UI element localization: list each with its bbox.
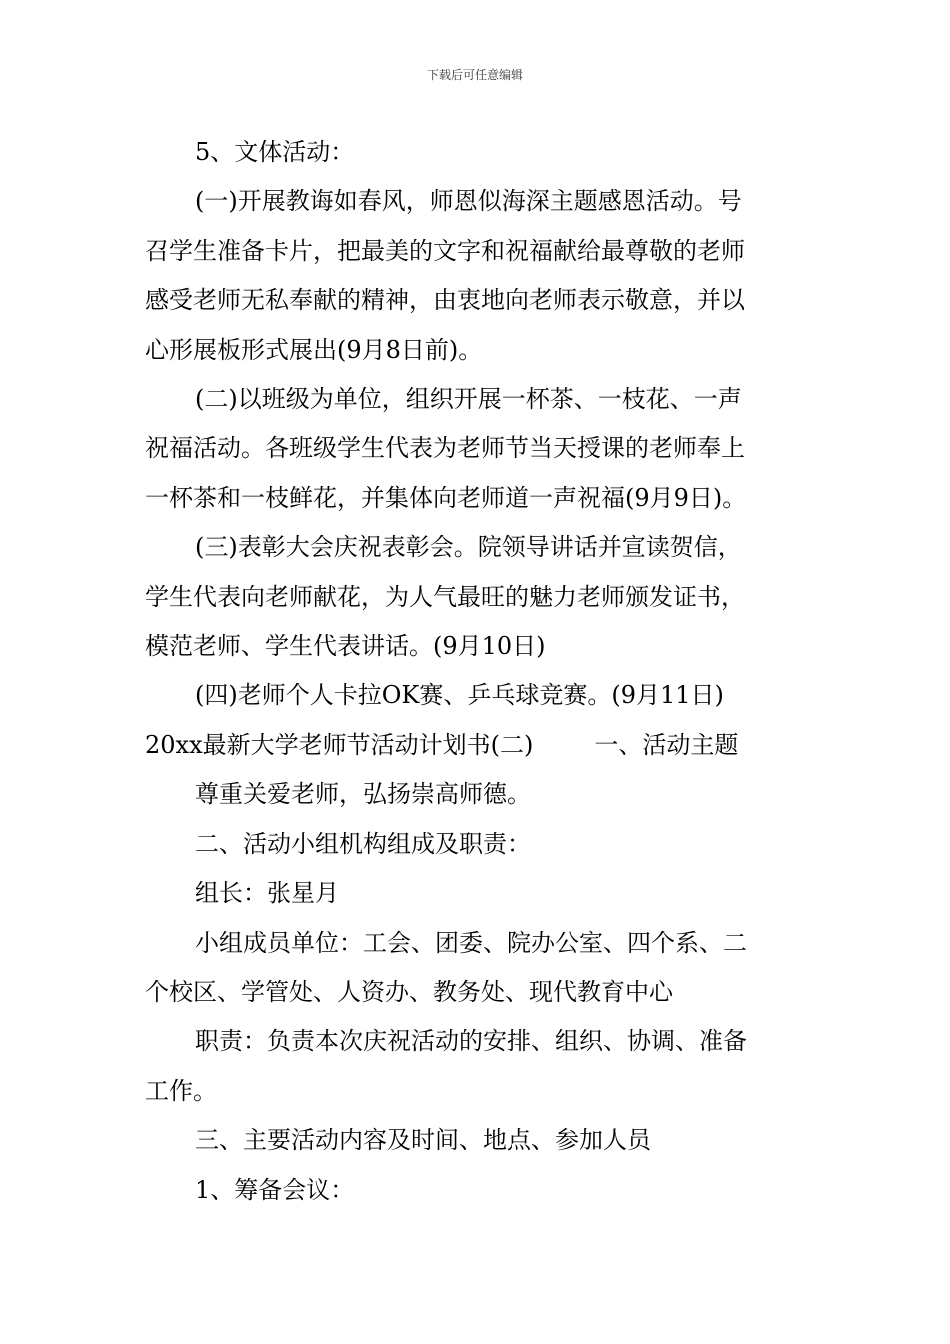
page-header-note: 下载后可任意编辑 (426, 68, 523, 82)
text-line: (四)老师个人卡拉OK赛、乒乓球竞赛。(9月11日) (195, 681, 724, 710)
text-line: 一杯茶和一枝鲜花，并集体向老师道一声祝福(9月9日)。 (145, 483, 747, 512)
text-line: 二、活动小组机构组成及职责： (195, 829, 531, 858)
text-line: 小组成员单位：工会、团委、院办公室、四个系、二 (195, 928, 747, 957)
text-line: 感受老师无私奉献的精神，由衷地向老师表示敬意，并以 (145, 286, 745, 315)
text-line: 召学生准备卡片，把最美的文字和祝福献给最尊敬的老师 (145, 236, 745, 265)
text-line: 职责：负责本次庆祝活动的安排、组织、协调、准备 (195, 1027, 747, 1056)
document-body (145, 128, 810, 1215)
text-line: 模范老师、学生代表讲话。(9月10日) (145, 632, 546, 661)
text-line: 20xx最新大学老师节活动计划书(二) 一、活动主题 (145, 730, 739, 759)
text-line: 祝福活动。各班级学生代表为老师节当天授课的老师奉上 (145, 434, 745, 463)
text-line: 心形展板形式展出(9月8日前)。 (145, 335, 483, 364)
text-line: 工作。 (145, 1076, 217, 1105)
text-line: 学生代表向老师献花，为人气最旺的魅力老师颁发证书， (145, 582, 745, 611)
text-line: 5、文体活动： (195, 138, 355, 166)
text-line: 三、主要活动内容及时间、地点、参加人员 (195, 1126, 651, 1155)
text-line: (二)以班级为单位，组织开展一杯茶、一枝花、一声 (195, 385, 742, 414)
text-line: 个校区、学管处、人资办、教务处、现代教育中心 (145, 977, 673, 1006)
text-line: 1、筹备会议： (195, 1175, 355, 1204)
text-line: (三)表彰大会庆祝表彰会。院领导讲话并宣读贺信， (195, 533, 742, 562)
text-line: 尊重关爱老师，弘扬崇高师德。 (195, 780, 531, 809)
text-line: (一)开展教诲如春风，师恩似海深主题感恩活动。号 (195, 187, 742, 216)
text-line: 组长：张星月 (195, 879, 339, 908)
